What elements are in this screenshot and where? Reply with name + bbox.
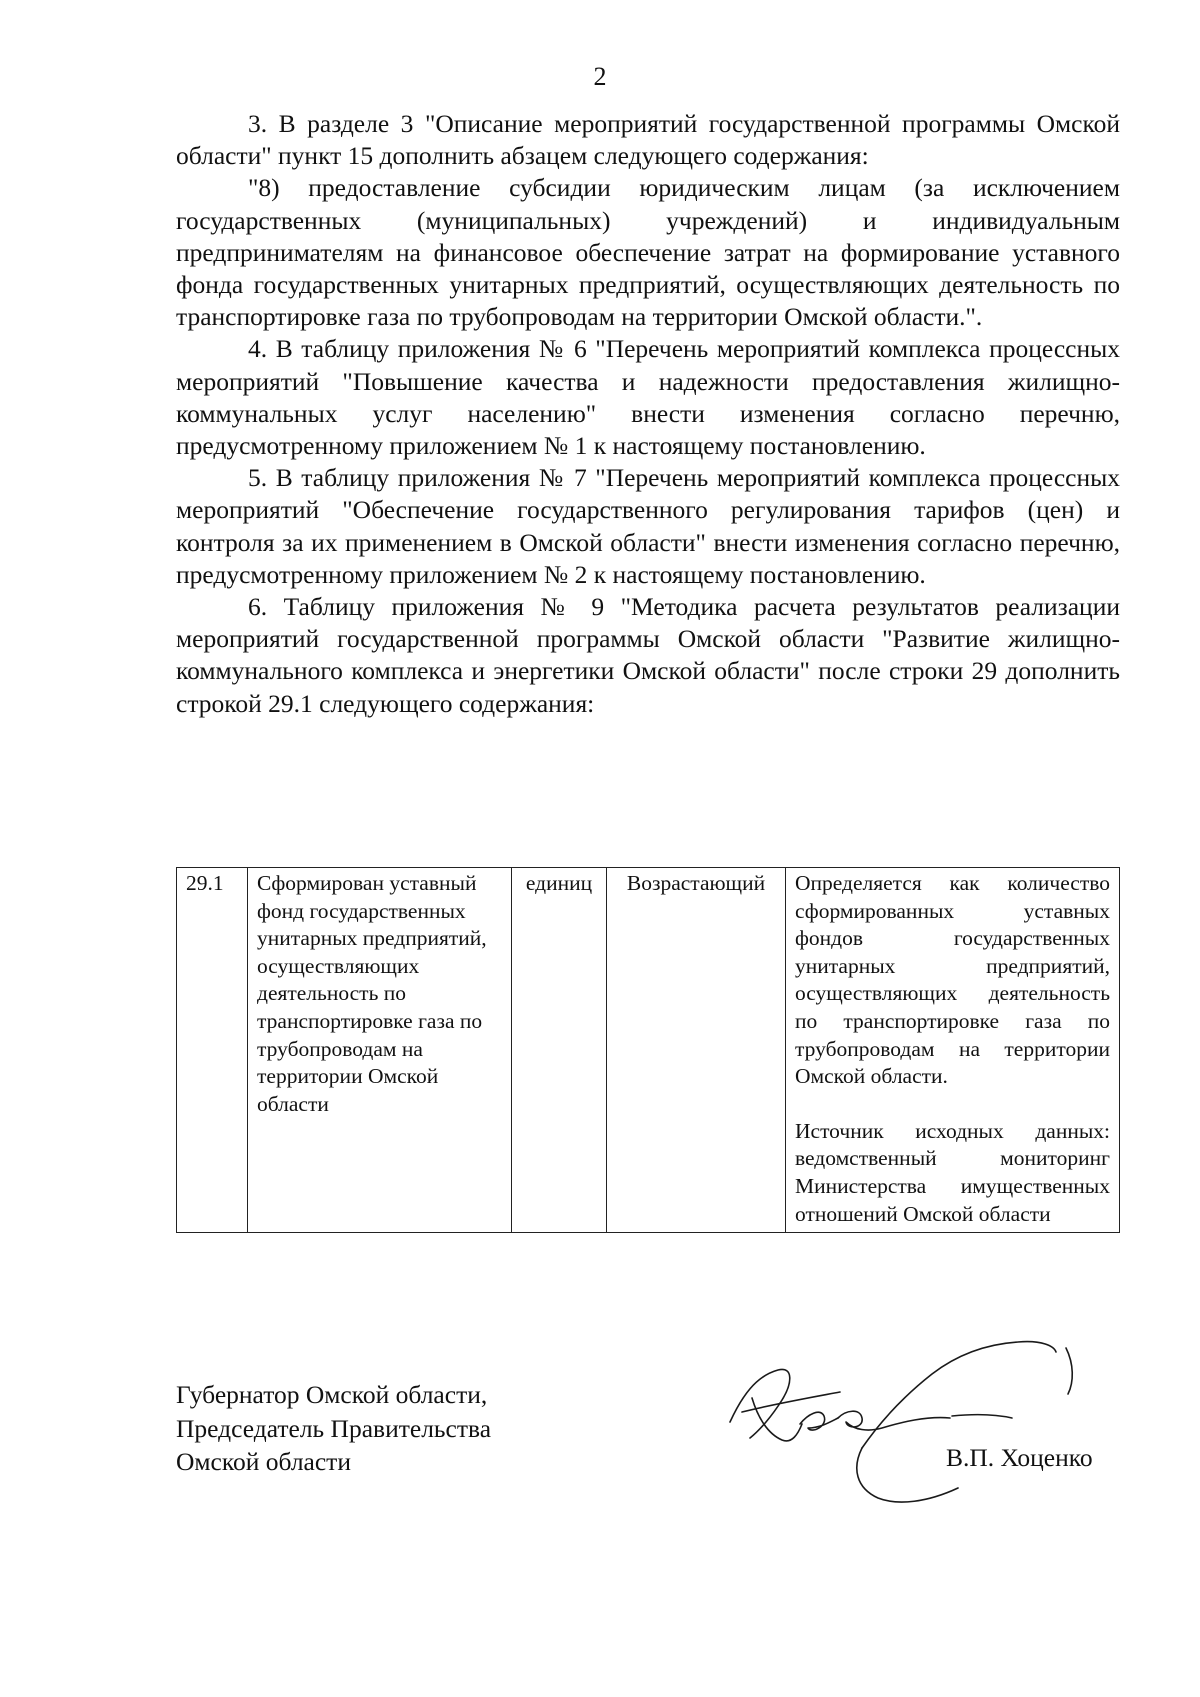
paragraph-item-4: 4. В таблицу приложения № 6 "Перечень мероприятий комплекса процессных мероприятий "Повышение качества и надежности предоставления жилищно-коммунальных услуг населению" внести изменения согласно перечню, предусмотренному приложением № 1 к настоящему постановлению. — [176, 334, 1120, 461]
page-number: 2 — [593, 62, 607, 91]
table-row — [177, 868, 1120, 1233]
position-line: Омской области — [176, 1447, 351, 1476]
position-line: Губернатор Омской области, — [176, 1380, 488, 1409]
paragraph-item-5: 5. В таблицу приложения № 7 "Перечень мероприятий комплекса процессных мероприятий "Обеспечение государственного регулирования тарифов (цен) и контроля за их применением в Омской области" внести изменения согласно перечню, предусмотренному приложением № 2 к настоящему постановлению. — [176, 463, 1120, 589]
row-number-cell: 29.1 — [177, 868, 248, 1233]
result-cell: Сформирован уставный фонд государственных унитарных предприятий, осуществляющих деятельность по транспортировке газа по трубопроводам на территории Омской области — [248, 868, 512, 1233]
unit-cell: единиц — [512, 868, 607, 1233]
signatory-position — [176, 1378, 491, 1479]
method-text: Определяется как количество сформированных уставных фондов государственных унитарных предприятий, осуществляющих деятельность по транспортировке газа по трубопроводам на территории Омской области. — [795, 871, 1110, 1089]
position-line: Председатель Правительства — [176, 1413, 492, 1443]
signer-name: В.П. Хоценко — [946, 1443, 1093, 1472]
document-body — [176, 108, 1120, 720]
handwritten-signature — [712, 1338, 1092, 1518]
methodology-table — [176, 867, 1120, 1233]
paragraph-item-3: 3. В разделе 3 "Описание мероприятий государственной программы Омской области" пункт 15 дополнить абзацем следующего содержания: — [176, 109, 1120, 171]
paragraph-item-6: 6. Таблицу приложения № 9 "Методика расчета результатов реализации мероприятий государственной программы Омской области "Развитие жилищно-коммунального комплекса и энергетики Омской области" после строки 29 дополнить строкой 29.1 следующего содержания: — [176, 592, 1120, 718]
data-source-text: Источник исходных данных: ведомственный мониторинг Министерства имущественных отношений Омской области — [795, 1118, 1110, 1226]
paragraph-quoted-subitem-8: "8) предоставление субсидии юридическим лицам (за исключением государственных (муниципальных) учреждений) и индивидуальным предпринимателям на финансовое обеспечение затрат на формирование уставного фонда государственных унитарных предприятий, осуществляющих деятельность по транспортировке газа по трубопроводам на территории Омской области.". — [176, 173, 1120, 332]
method-cell — [786, 868, 1120, 1233]
type-cell: Возрастающий — [607, 868, 786, 1233]
